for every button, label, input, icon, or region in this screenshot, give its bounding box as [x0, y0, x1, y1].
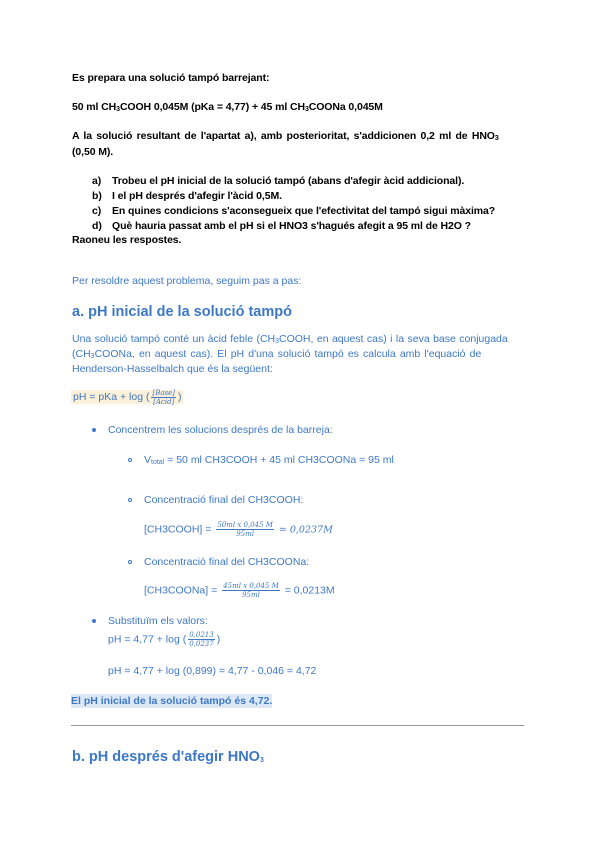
bullet-concentrate: Concentrem les solucions després de la barreja: — [92, 424, 333, 436]
bullet-icon — [92, 428, 96, 432]
sub-bullet-icon — [128, 498, 132, 502]
para-line2: ($CH_3COONa$, en aquest cas). El pH d'una solució tampó es calcula amb l'equació de — [72, 348, 482, 360]
statement-line2: (0,50 M). — [72, 146, 114, 158]
question-c: c) En quines condicions s'aconsegueix que l'efectivitat del tampó sigui màxima? — [92, 205, 496, 217]
question-b: b) I el pH després d'afegir l'àcid 0,5M. — [92, 190, 282, 202]
reason-text: Raoneu les respostes. — [72, 234, 182, 246]
bullet-substitute: Substituïm els valors: — [92, 615, 208, 627]
henderson-formula: pH = pKa + log ( $\frac{\text{[Base]}}{\text{[Àcid]}}$ ) — [73, 389, 182, 406]
conc1-label: Concentració final del CH3COOH: — [128, 494, 303, 506]
divider — [71, 725, 524, 726]
sub-bullet-icon — [128, 458, 132, 462]
section-a-title: a. pH inicial de la solució tampó — [72, 304, 292, 320]
conc1-equation: [CH3COOH] = $\frac{\text{50ml x 0,045 M}}{95ml}$ = 0,0237M — [144, 521, 333, 538]
para-line1: Una solució tampó conté un àcid feble ($CH_3COOH$, en aquest cas) i la seva base conjugada — [72, 333, 508, 345]
section-b-title: b. pH després d'afegir $HNO_3$ — [72, 749, 264, 765]
sub-bullet-icon — [128, 560, 132, 564]
question-d: d) Què hauria passat amb el pH si el HNO3 s'hagués afegit a 95 ml de H2O ? — [92, 220, 471, 232]
question-a: a) Trobeu el pH inicial de la solució tampó (abans d'afegir àcid addicional). — [92, 175, 465, 187]
conc2-equation: [CH3COONa] = $\frac{\text{45ml x 0,045 M}}{95ml}$ = 0,0213M — [144, 582, 335, 599]
substitution-line1: pH = 4,77 + log ( $\frac{0,0213}{0,0237}$ ) — [108, 631, 221, 648]
result-text: El pH inicial de la solució tampó és 4,72. — [71, 695, 273, 707]
vtotal-line: $V_{total} = 50$ ml CH3COOH + 45 ml CH3COONa = 95 ml — [128, 454, 394, 466]
statement-line1: A la solució resultant de l'apartat a), amb posterioritat, s'addicionen 0,2 ml de $HNO_3$ — [72, 130, 499, 142]
intro-text: Es prepara una solució tampó barrejant: — [72, 72, 270, 84]
bullet-icon — [92, 619, 96, 623]
steps-intro: Per resoldre aquest problema, seguim pas a pas: — [72, 275, 302, 287]
conc2-label: Concentració final del CH3COONa: — [128, 556, 309, 568]
para-line3: Henderson-Hasselbalch que és la següent: — [72, 363, 273, 375]
substitution-line2: pH = 4,77 + log (0,899) = 4,77 - 0,046 = 4,72 — [108, 665, 317, 677]
mixture-line: 50 ml $CH_3COOH$ 0,045M (pKa = 4,77) + 45 ml $CH_3COONa$ 0,045M — [72, 101, 383, 113]
